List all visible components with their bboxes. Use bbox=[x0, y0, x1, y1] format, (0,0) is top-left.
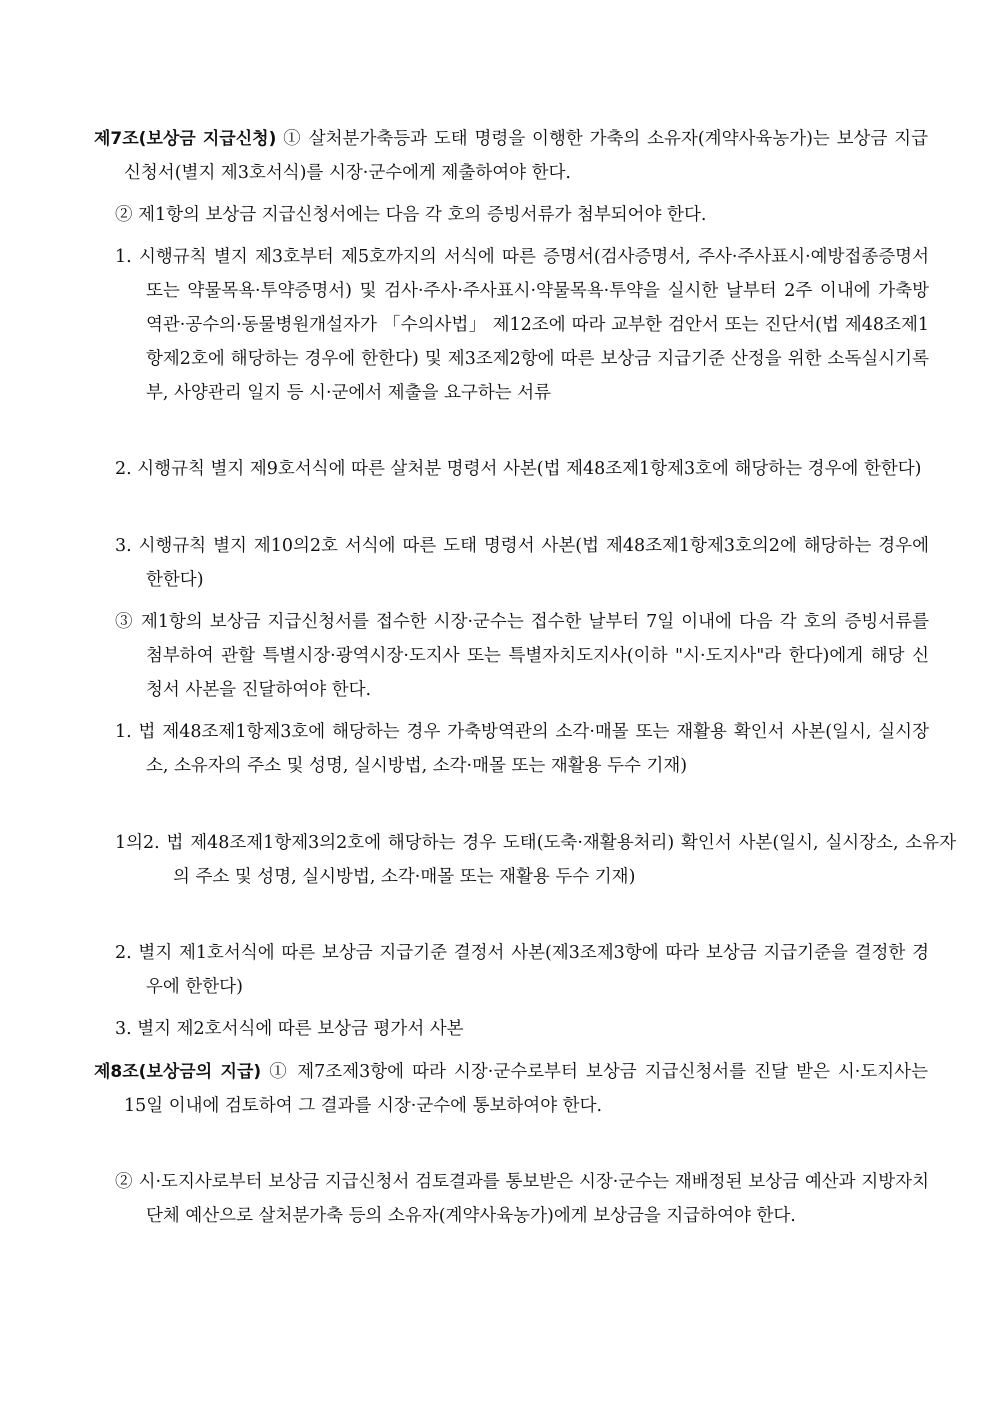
article7-p1-text: ① 살처분가축등과 도태 명령을 이행한 가축의 소유자(계약사육농가)는 보상금 지급신청서(별지 제3호서식)를 시장·군수에게 제출하여야 한다. bbox=[124, 129, 928, 183]
article8-paragraph2: ② 시·도지사로부터 보상금 지급신청서 검토결과를 통보받은 시장·군수는 재배정된 보상금 예산과 지방자치단체 예산으로 살처분가축 등의 소유자(계약사육농가)에게 보상금을 지급하여야 한다. bbox=[115, 1172, 929, 1226]
article7-p2-item2: 2. 시행규칙 별지 제9호서식에 따른 살처분 명령서 사본(법 제48조제1항제3호에 해당하는 경우에 한한다) bbox=[115, 459, 922, 479]
article7-p3-item1: 1. 법 제48조제1항제3호에 해당하는 경우 가축방역관의 소각·매몰 또는 재활용 확인서 사본(일시, 실시장소, 소유자의 주소 및 성명, 실시방법, 소각·매몰 또는 재활용 두수 기재) bbox=[115, 722, 929, 776]
article7-p3-item1-2: 1의2. 법 제48조제1항제3의2호에 해당하는 경우 도태(도축·재활용처리) 확인서 사본(일시, 실시장소, 소유자의 주소 및 성명, 실시방법, 소각·매몰 또는 재활용 두수 기재) bbox=[115, 833, 956, 887]
article8-p1-text: ① 제7조제3항에 따라 시장·군수로부터 보상금 지급신청서를 진달 받은 시·도지사는 15일 이내에 검토하여 그 결과를 시장·군수에 통보하여야 한다. bbox=[124, 1062, 928, 1116]
article7-p2-item1: 1. 시행규칙 별지 제3호부터 제5호까지의 서식에 따른 증명서(검사증명서, 주사·주사표시·예방접종증명서 또는 약물목욕·투약증명서) 및 검사·주사·주사표시·약물목욕·투약을 실시한 날부터 2주 이내에 가축방역관·공수의·동물병원개설자가 「수의사법」 제12조에 따라 교부한 검안서 또는 진단서(법 제48조제1항제2호에 해당하는 경우에 한한다) 및 제3조제2항에 따른 보상금 지급기준 산정을 위한 소독실시기록부, 사양관리 일지 등 시·군에서 제출을 요구하는 서류 bbox=[115, 247, 929, 403]
article7-p3-item3: 3. 별지 제2호서식에 따른 보상금 평가서 사본 bbox=[115, 1019, 464, 1039]
article7-p3-item2: 2. 별지 제1호서식에 따른 보상금 지급기준 결정서 사본(제3조제3항에 따라 보상금 지급기준을 결정한 경우에 한한다) bbox=[115, 943, 929, 997]
article7-paragraph3: ③ 제1항의 보상금 지급신청서를 접수한 시장·군수는 접수한 날부터 7일 이내에 다음 각 호의 증빙서류를 첨부하여 관할 특별시장·광역시장·도지사 또는 특별자치도지사(이하 "시·도지사"라 한다)에게 해당 신청서 사본을 진달하여야 한다. bbox=[115, 612, 929, 700]
article8-heading: 제8조(보상금의 지급) bbox=[94, 1062, 262, 1082]
article7-p2-item3: 3. 시행규칙 별지 제10의2호 서식에 따른 도태 명령서 사본(법 제48조제1항제3호의2에 해당하는 경우에 한한다) bbox=[115, 536, 929, 590]
article8-paragraph1 bbox=[94, 1055, 928, 1123]
article7-paragraph1 bbox=[94, 122, 928, 190]
article7-heading: 제7조(보상금 지급신청) bbox=[94, 129, 277, 149]
article7-paragraph2: ② 제1항의 보상금 지급신청서에는 다음 각 호의 증빙서류가 첨부되어야 한다. bbox=[115, 205, 707, 225]
